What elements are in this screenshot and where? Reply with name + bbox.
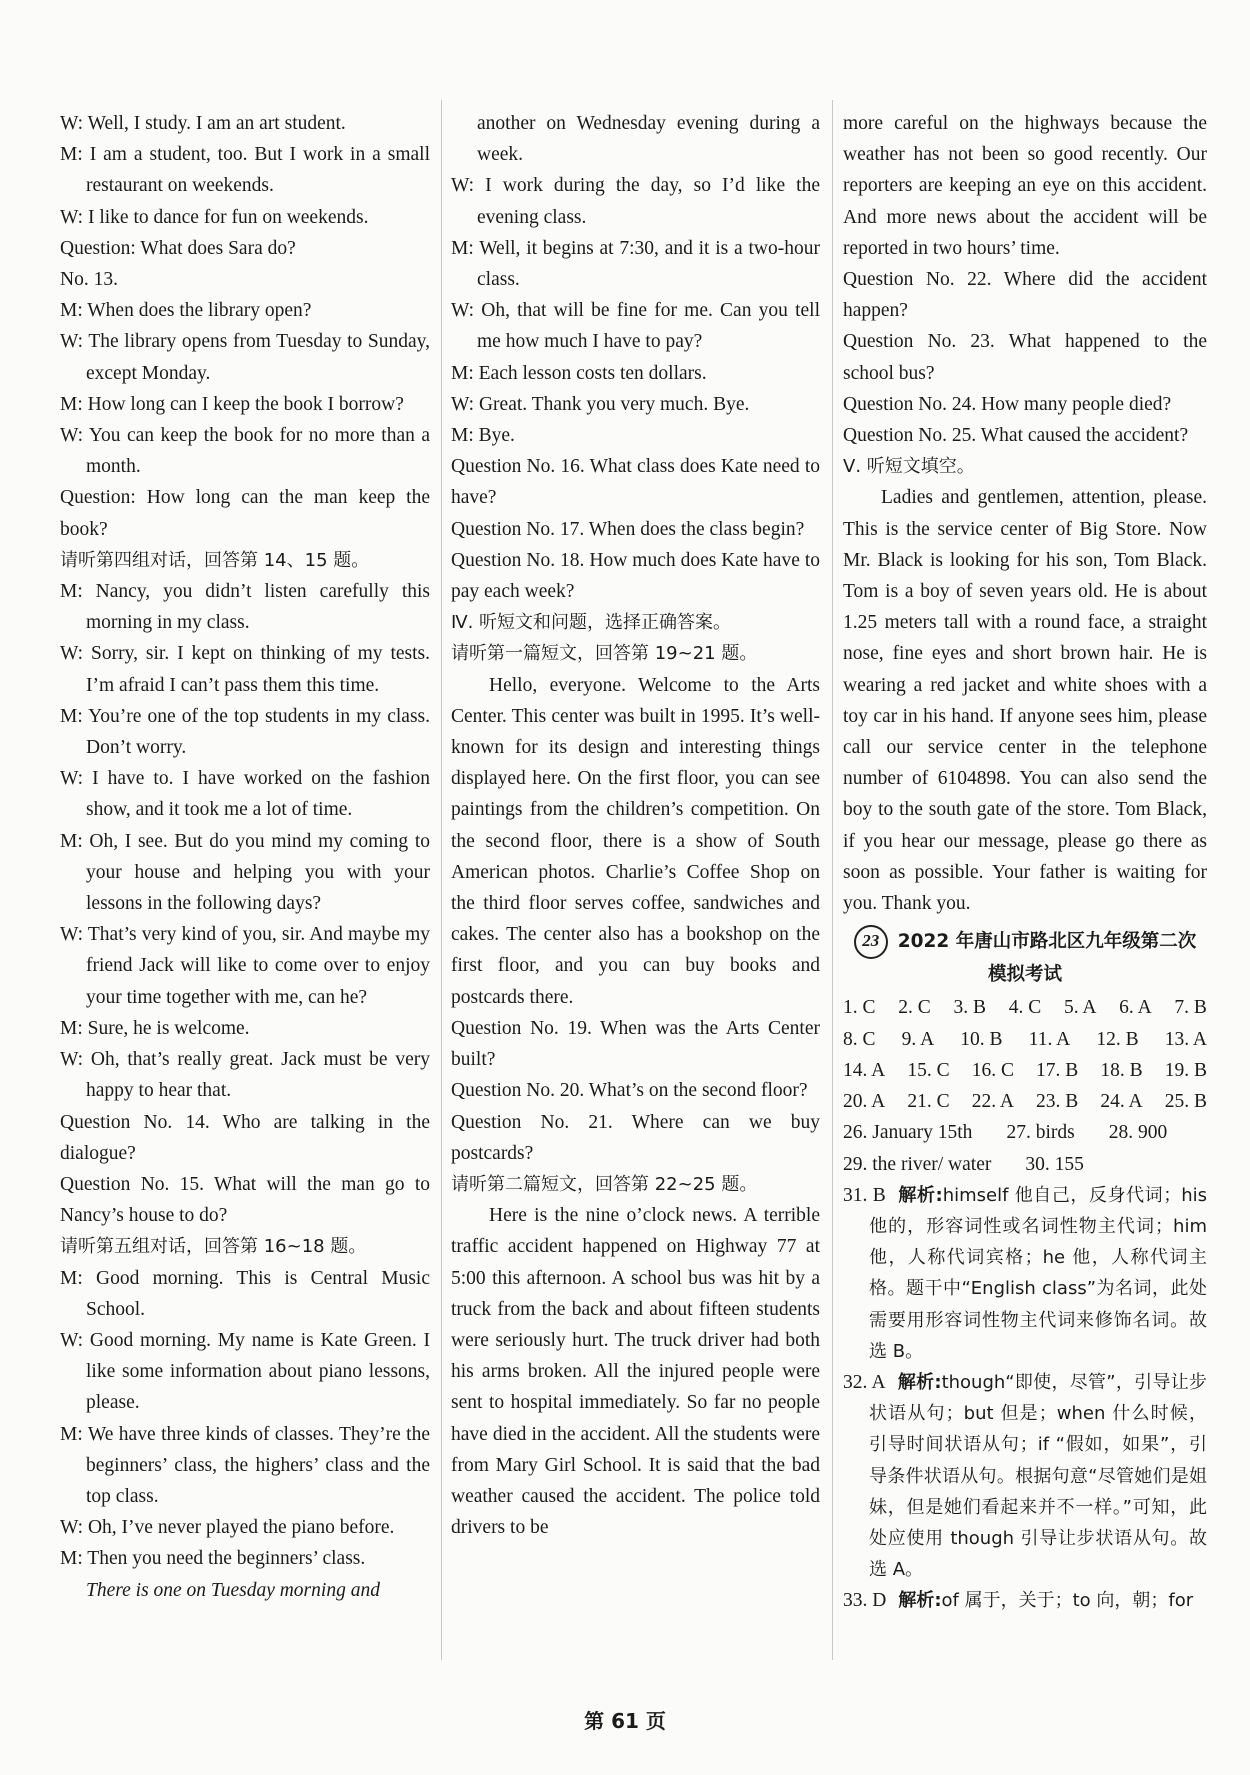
text-line: W: I work during the day, so I’d like the evening class. xyxy=(451,175,820,228)
answer-item: 20. A xyxy=(843,1091,886,1113)
blank-row xyxy=(843,1149,1207,1180)
answer-item: 7. B xyxy=(1174,997,1207,1019)
text-line: Question No. 23. What happened to the school bus? xyxy=(843,331,1207,384)
text-line: W: That’s very kind of you, sir. And maybe my friend Jack will like to come over to enjoy your time together with me, can he? xyxy=(60,924,430,1008)
page-number: 第 61 页 xyxy=(584,1709,666,1733)
section-title-line1: 2022 年唐山市路北区九年级第二次 xyxy=(897,931,1197,953)
answer-item: 21. C xyxy=(907,1091,950,1113)
text-line: M: Good morning. This is Central Music School. xyxy=(60,1267,430,1320)
text-line: Question No. 25. What caused the accident? xyxy=(843,425,1189,447)
answer-item: 8. C xyxy=(843,1028,876,1050)
text-line: Ladies and gentlemen, attention, please. This is the service center of Big Store. Now Mr. Black is looking for his son, Tom Black. Tom is a boy of seven years old. He is about 1.25 meters tall with a round face, a straight nose, fine eyes and short brown hair. He is wearing a red jacket and white shoes with a toy car in his hand. If anyone sees him, please call our service center in the telephone number of 6104898. You can also send the boy to the south gate of the store. Tom Black, if you hear our message, please go there as soon as possible. Your father is waiting for you. Thank you. xyxy=(843,487,1207,915)
explanation-answer: 31. B xyxy=(843,1184,886,1206)
answer-item: 11. A xyxy=(1028,1028,1071,1050)
answer-item: 9. A xyxy=(901,1028,935,1050)
text-line: Here is the nine o’clock news. A terrible traffic accident happened on Highway 77 at 5:00 this afternoon. A school bus was hit by a truck from the back and about fifteen students were seriously hurt. The truck driver had both his arms broken. All the injured people were sent to hospital immediately. So far no people have died in the accident. All the students were from Mary Girl School. It is said that the bad weather caused the accident. The police told drivers to be xyxy=(451,1205,820,1539)
text-line: M: You’re one of the top students in my class. Don’t worry. xyxy=(60,705,430,759)
text-line: W: I have to. I have worked on the fashion show, and it took me a lot of time. xyxy=(60,768,430,821)
answer-item: 13. A xyxy=(1164,1028,1207,1050)
answer-row xyxy=(843,1024,1207,1055)
answer-item: 15. C xyxy=(907,1059,950,1081)
explanation-answer: 33. D xyxy=(843,1590,887,1612)
explanations xyxy=(843,1180,1207,1617)
explanation-label: 解析: xyxy=(897,1371,942,1393)
answer-item: 19. B xyxy=(1164,1059,1207,1081)
text-line: W: Sorry, sir. I kept on thinking of my tests. I’m afraid I can’t pass them this time. xyxy=(60,643,430,696)
section-heading xyxy=(843,925,1207,990)
text-line: M: How long can I keep the book I borrow? xyxy=(60,393,404,415)
text-line: W: Great. Thank you very much. Bye. xyxy=(451,393,750,415)
text-line: more careful on the highways because the weather has not been so good recently. Our reporters are keeping an eye on this accident. And more news about the accident will be reported in two hours’ time. xyxy=(843,113,1207,259)
explanation-text: himself 他自己，反身代词；his 他的，形容词性或名词性物主代词；him 他，人称代词宾格；he 他，人称代词主格。题干中“English class”为名词，此处需要用形容词性物主代词来修饰名词。故选 B。 xyxy=(869,1184,1208,1362)
column-left xyxy=(60,108,430,1606)
answer-item: 24. A xyxy=(1100,1091,1143,1113)
text-line: Question No. 15. What will the man go to Nancy’s house to do? xyxy=(60,1173,430,1227)
text-line: Question No. 16. What class does Kate need to have? xyxy=(451,456,820,509)
text-line: M: Sure, he is welcome. xyxy=(60,1017,250,1039)
text-line: Question No. 20. What’s on the second floor? xyxy=(451,1080,808,1102)
blank-answers xyxy=(843,1117,1207,1179)
text-line: M: Nancy, you didn’t listen carefully this morning in my class. xyxy=(60,581,430,634)
text-line: Question No. 14. Who are talking in the dialogue? xyxy=(60,1111,430,1164)
blank-answer: 30. 155 xyxy=(1025,1153,1084,1175)
text-line: M: Then you need the beginners’ class. xyxy=(60,1548,366,1570)
text-line: W: The library opens from Tuesday to Sunday, except Monday. xyxy=(60,331,430,384)
text-line: M: We have three kinds of classes. They’re the beginners’ class, the highers’ class and the top class. xyxy=(60,1423,430,1507)
text-line: Question No. 21. Where can we buy postcards? xyxy=(451,1111,820,1164)
text-line: No. 13. xyxy=(60,269,118,291)
text-line: M: When does the library open? xyxy=(60,300,312,322)
text-line: Question No. 17. When does the class begin? xyxy=(451,518,805,540)
text-line: another on Wednesday evening during a week. xyxy=(477,113,820,166)
answer-row xyxy=(843,992,1207,1023)
answer-key xyxy=(843,992,1207,1117)
column-middle xyxy=(451,108,820,1543)
text-line: W: Well, I study. I am an art student. xyxy=(60,113,346,134)
answer-item: 23. B xyxy=(1036,1091,1079,1113)
blank-answer: 27. birds xyxy=(1006,1122,1075,1144)
text-line: Question No. 22. Where did the accident happen? xyxy=(843,269,1207,322)
answer-row xyxy=(843,1055,1207,1086)
answer-item: 17. B xyxy=(1036,1059,1079,1081)
answer-item: 10. B xyxy=(960,1028,1003,1050)
section-title-line2: 模拟考试 xyxy=(987,964,1062,986)
text-line: There is one on Tuesday morning and xyxy=(86,1579,380,1601)
text-line: 请听第五组对话，回答第 16~18 题。 xyxy=(60,1236,367,1258)
text-line: Ⅳ. 听短文和问题，选择正确答案。 xyxy=(451,612,732,634)
text-line: W: Oh, that’s really great. Jack must be very happy to hear that. xyxy=(60,1049,430,1102)
text-line: Question: How long can the man keep the book? xyxy=(60,487,430,540)
text-line: Question No. 18. How much does Kate have to pay each week? xyxy=(451,549,820,603)
text-line: 请听第二篇短文，回答第 22~25 题。 xyxy=(451,1173,758,1195)
text-line: Ⅴ. 听短文填空。 xyxy=(843,456,975,478)
answer-item: 16. C xyxy=(971,1059,1014,1081)
answer-row xyxy=(843,1086,1207,1117)
explanation-label: 解析: xyxy=(898,1590,942,1612)
explanation-item xyxy=(843,1180,1207,1367)
text-line: M: I am a student, too. But I work in a small restaurant on weekends. xyxy=(60,144,430,197)
column-right-transcript xyxy=(843,108,1207,919)
answer-item: 5. A xyxy=(1063,997,1097,1019)
answer-item: 4. C xyxy=(1008,997,1042,1019)
blank-answer: 29. the river/ water xyxy=(843,1153,992,1175)
answer-item: 25. B xyxy=(1164,1091,1207,1113)
blank-row xyxy=(843,1117,1207,1148)
text-line: W: Good morning. My name is Kate Green. I like some information about piano lessons, please. xyxy=(60,1329,430,1414)
explanation-label: 解析: xyxy=(897,1184,943,1206)
explanation-text: of 属于，关于；to 向，朝；for xyxy=(941,1590,1194,1612)
answer-item: 1. C xyxy=(843,997,876,1019)
text-line: 请听第四组对话，回答第 14、15 题。 xyxy=(60,549,370,571)
text-line: M: Bye. xyxy=(451,425,515,447)
explanation-answer: 32. A xyxy=(843,1371,886,1393)
text-line: Question No. 19. When was the Arts Center built? xyxy=(451,1017,820,1071)
answer-item: 18. B xyxy=(1100,1059,1143,1081)
column-divider xyxy=(441,100,442,1660)
answer-item: 14. A xyxy=(843,1059,886,1081)
text-line: Question: What does Sara do? xyxy=(60,237,296,259)
text-line: M: Well, it begins at 7:30, and it is a two-hour class. xyxy=(451,237,820,291)
answer-item: 6. A xyxy=(1119,997,1152,1019)
text-line: W: You can keep the book for no more than a month. xyxy=(60,425,430,478)
answer-item: 2. C xyxy=(898,997,931,1019)
text-line: Hello, everyone. Welcome to the Arts Center. This center was built in 1995. It’s well-known for its design and interesting things displayed here. On the first floor, you can see paintings from the children’s competition. On the second floor, there is a show of South American photos. Charlie’s Coffee Shop on the third floor serves coffee, sandwiches and cakes. The center also has a bookshop on the first floor, and you can buy books and postcards there. xyxy=(451,674,820,1008)
text-line: 请听第一篇短文，回答第 19~21 题。 xyxy=(451,643,758,665)
blank-answer: 28. 900 xyxy=(1108,1122,1168,1144)
explanation-text: though“即使，尽管”，引导让步状语从句；but 但是；when 什么时候，引导时间状语从句；if “假如，如果”，引导条件状语从句。根据句意“尽管她们是姐妹，但是她们看起来并不一样。”可知，此处应使用 though 引导让步状语从句。故选 A。 xyxy=(869,1371,1207,1581)
section-number-badge: 23 xyxy=(854,925,888,959)
text-line: M: Each lesson costs ten dollars. xyxy=(451,362,707,384)
answer-item: 12. B xyxy=(1096,1028,1139,1050)
answer-item: 3. B xyxy=(953,997,986,1019)
text-line: M: Oh, I see. But do you mind my coming to your house and helping you with your lessons in the following days? xyxy=(60,830,430,915)
text-line: W: Oh, that will be fine for me. Can you tell me how much I have to pay? xyxy=(451,300,820,353)
blank-answer: 26. January 15th xyxy=(843,1122,973,1144)
answer-item: 22. A xyxy=(971,1091,1014,1113)
column-divider xyxy=(832,100,833,1660)
explanation-item xyxy=(843,1585,1207,1616)
explanation-item xyxy=(843,1367,1207,1585)
text-line: W: I like to dance for fun on weekends. xyxy=(60,206,369,228)
text-line: W: Oh, I’ve never played the piano before. xyxy=(60,1517,395,1539)
text-line: Question No. 24. How many people died? xyxy=(843,393,1172,415)
column-right xyxy=(843,108,1207,1617)
